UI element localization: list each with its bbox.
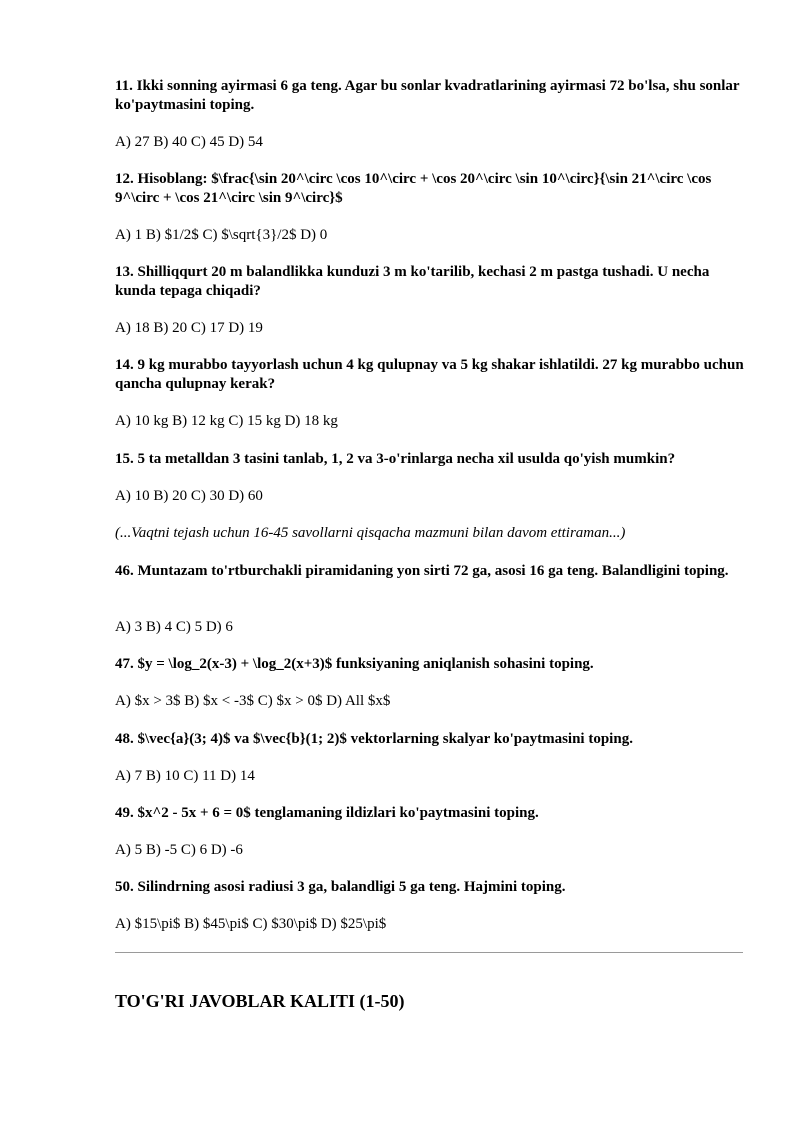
- question-49-options: A) 5 B) -5 C) 6 D) -6: [115, 842, 243, 858]
- question-14-options: A) 10 kg B) 12 kg C) 15 kg D) 18 kg: [115, 413, 338, 429]
- question-13: 13. Shilliqqurt 20 m balandlikka kunduzi 3 m ko'tarilib, kechasi 2 m pastga tushadi. U necha kunda tepaga chiqadi?: [115, 264, 710, 299]
- question-11: 11. Ikki sonning ayirmasi 6 ga teng. Agar bu sonlar kvadratlarining ayirmasi 72 bo'lsa, shu sonlar ko'paytmasini toping.: [115, 78, 740, 113]
- question-14: 14. 9 kg murabbo tayyorlash uchun 4 kg qulupnay va 5 kg shakar ishlatildi. 27 kg murabbo uchun qancha qulupnay kerak?: [115, 357, 744, 392]
- question-12: 12. Hisoblang: $\frac{\sin 20^\circ \cos 10^\circ + \cos 20^\circ \sin 10^\circ}{\sin 21^\circ \cos 9^\circ + \cos 21^\circ \sin 9^\circ}$: [115, 171, 712, 206]
- horizontal-divider: [115, 952, 743, 953]
- question-48-options: A) 7 B) 10 C) 11 D) 14: [115, 768, 255, 784]
- question-15-options: A) 10 B) 20 C) 30 D) 60: [115, 488, 263, 504]
- question-49: 49. $x^2 - 5x + 6 = 0$ tenglamaning ildizlari ko'paytmasini toping.: [115, 805, 539, 821]
- question-47: 47. $y = \log_2(x-3) + \log_2(x+3)$ funksiyaning aniqlanish sohasini toping.: [115, 656, 594, 672]
- question-12-options: A) 1 B) $1/2$ C) $\sqrt{3}/2$ D) 0: [115, 227, 328, 243]
- question-13-options: A) 18 B) 20 C) 17 D) 19: [115, 320, 263, 336]
- question-11-options: A) 27 B) 40 C) 45 D) 54: [115, 134, 263, 150]
- continuation-note: (...Vaqtni tejash uchun 16-45 savollarni qisqacha mazmuni bilan davom ettiraman...): [115, 525, 626, 541]
- question-50: 50. Silindrning asosi radiusi 3 ga, balandligi 5 ga teng. Hajmini toping.: [115, 879, 566, 895]
- question-48: 48. $\vec{a}(3; 4)$ va $\vec{b}(1; 2)$ vektorlarning skalyar ko'paytmasini toping.: [115, 731, 633, 747]
- question-47-options: A) $x > 3$ B) $x < -3$ C) $x > 0$ D) All $x$: [115, 693, 391, 709]
- question-15: 15. 5 ta metalldan 3 tasini tanlab, 1, 2 va 3-o'rinlarga necha xil usulda qo'yish mumkin?: [115, 451, 676, 467]
- question-46: 46. Muntazam to'rtburchakli piramidaning yon sirti 72 ga, asosi 16 ga teng. Balandligini toping.: [115, 563, 729, 579]
- question-50-options: A) $15\pi$ B) $45\pi$ C) $30\pi$ D) $25\pi$: [115, 916, 387, 932]
- answer-key-heading: TO'G'RI JAVOBLAR KALITI (1-50): [115, 991, 405, 1011]
- question-46-options: A) 3 B) 4 C) 5 D) 6: [115, 619, 233, 635]
